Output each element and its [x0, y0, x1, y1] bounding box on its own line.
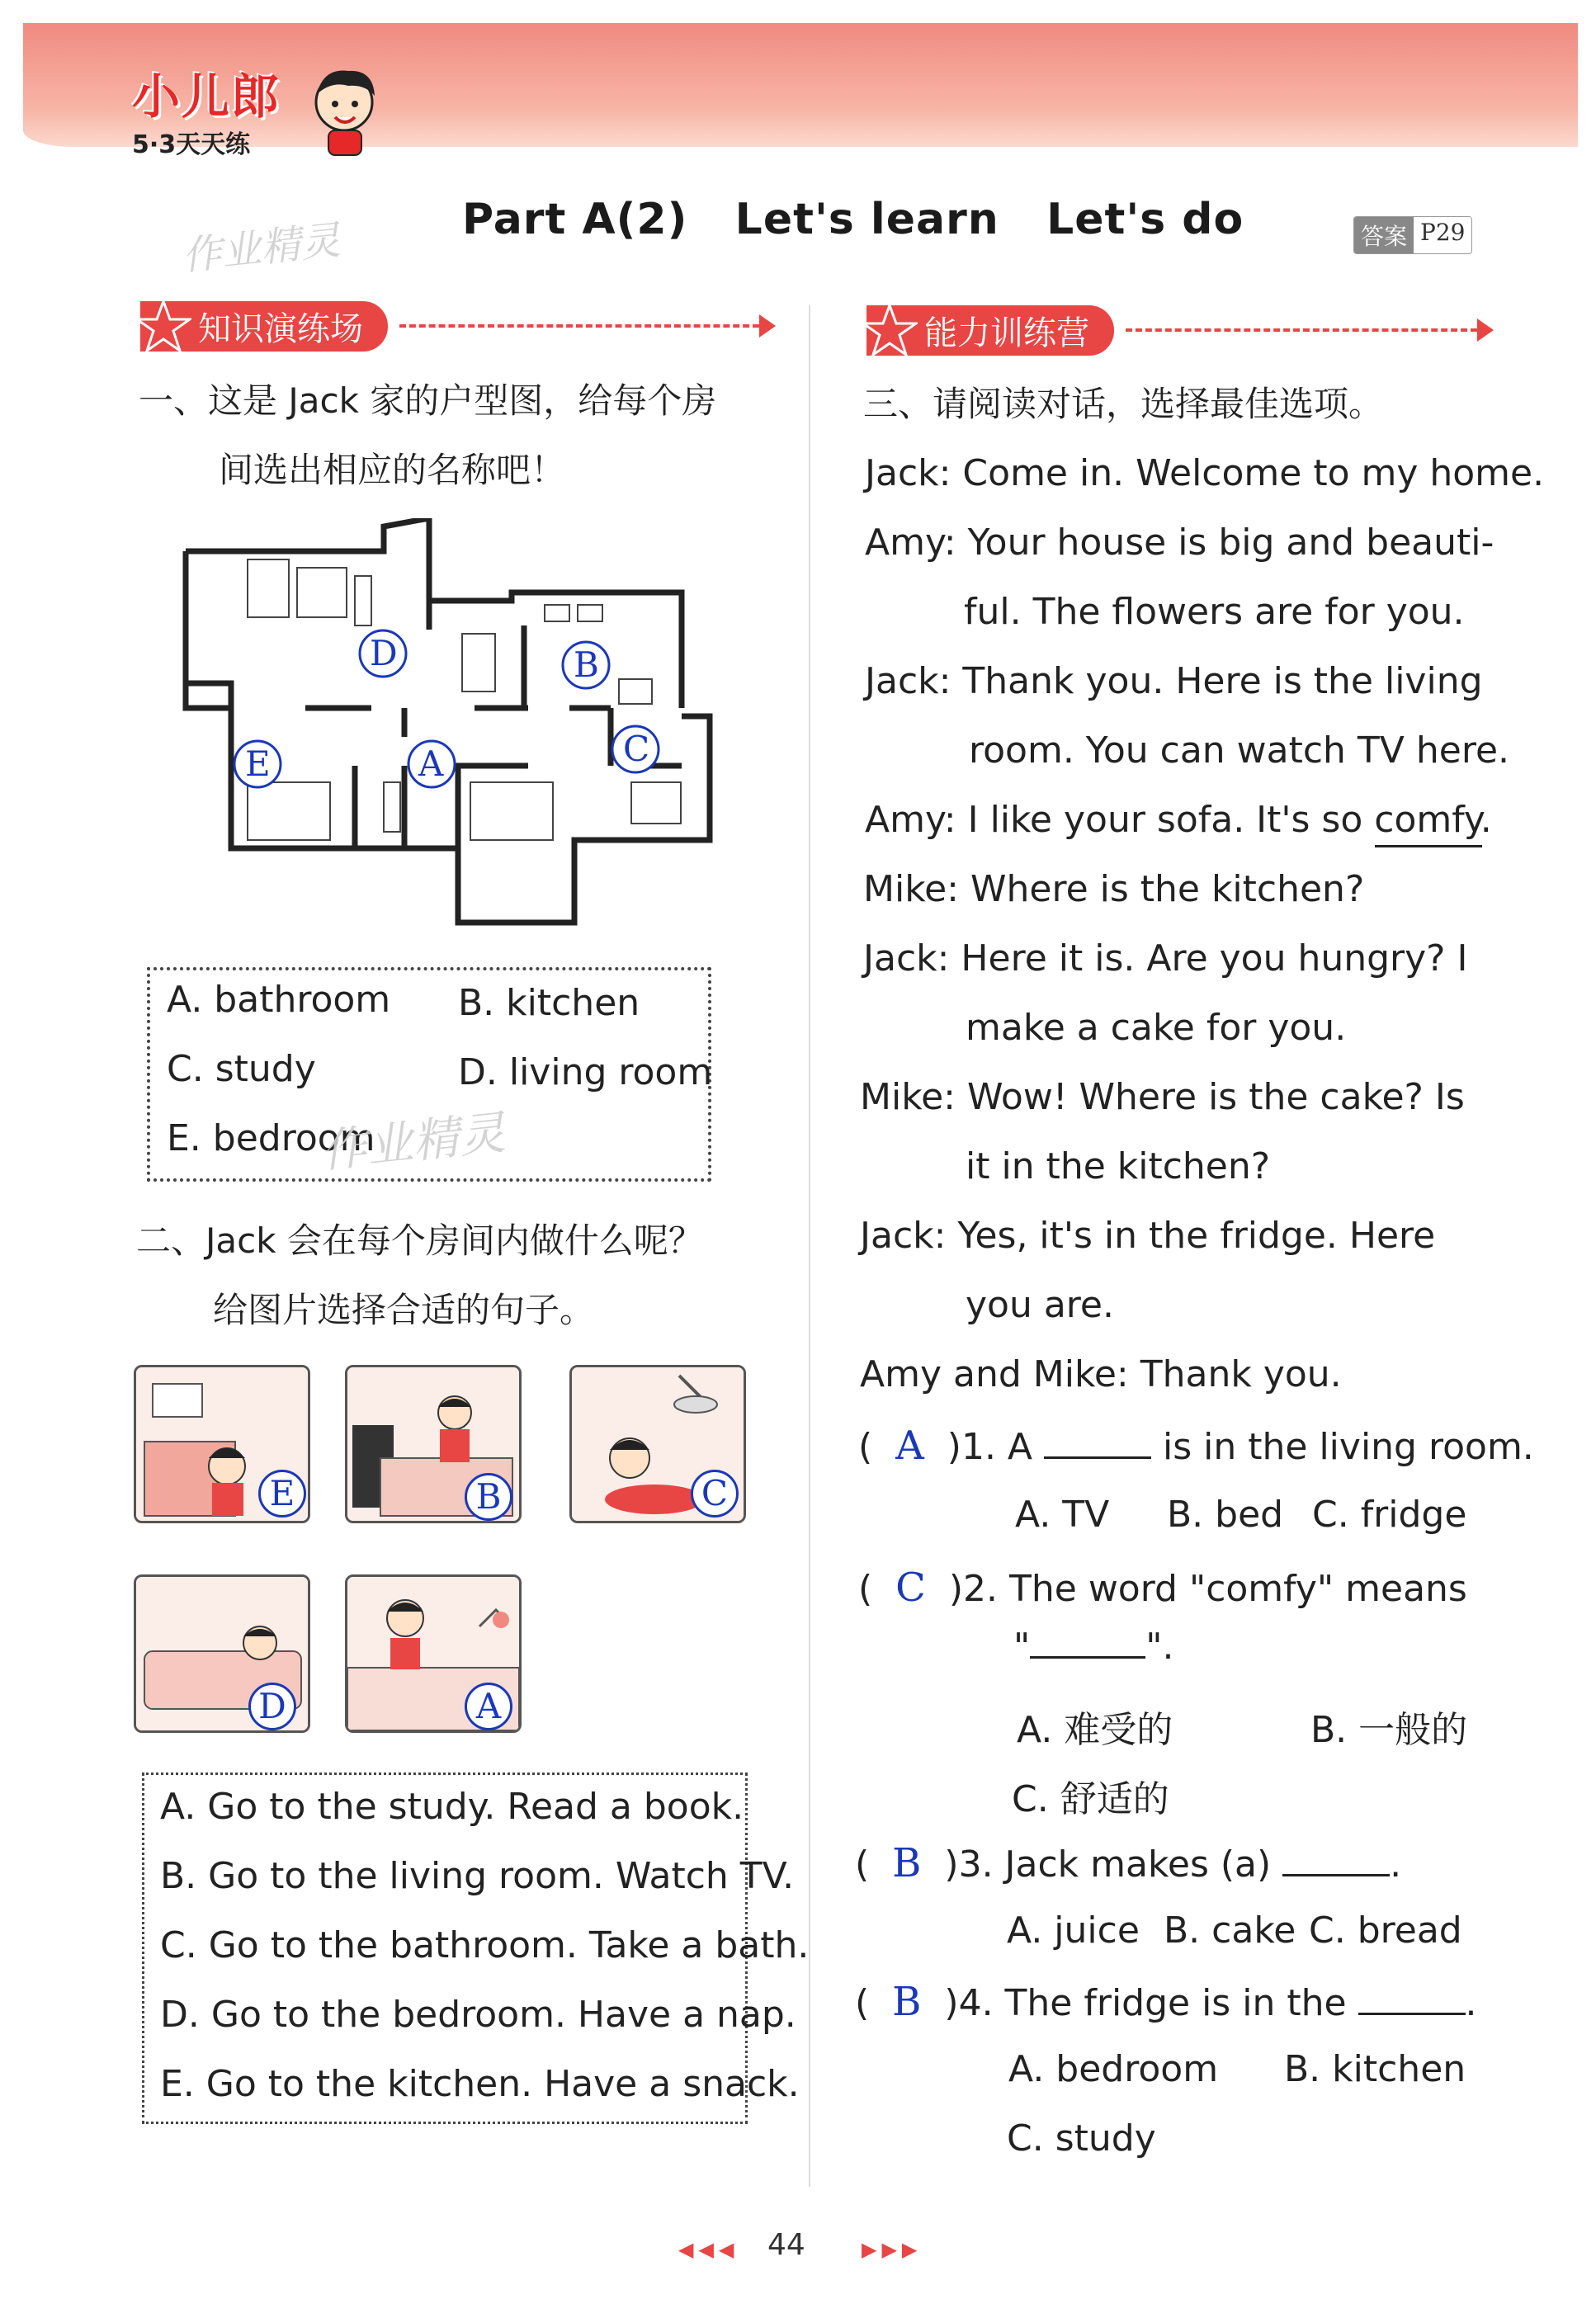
- q3-option: C. bread: [1309, 1909, 1462, 1952]
- q1-option: D. living room: [458, 1051, 713, 1093]
- dialog-line: Jack: Here it is. Are you hungry? I: [863, 937, 1468, 979]
- answer-tag-page: P29: [1414, 217, 1471, 253]
- answer-letter: C: [895, 1565, 926, 1611]
- plan-label-a: A: [418, 743, 444, 784]
- logo-sub-text: 5·3天天练: [132, 130, 251, 159]
- answer-circle: C: [691, 1470, 739, 1518]
- picture-bathroom: [569, 1365, 746, 1523]
- q2-prompt-line1: 二、Jack 会在每个房间内做什么呢？: [136, 1220, 703, 1261]
- q1-prompt-line2: 间选出相应的名称吧！: [219, 450, 566, 490]
- arrow-right-icon: [1477, 319, 1494, 342]
- watermark-text: 作业精灵: [180, 217, 342, 280]
- q2-sentence: D. Go to the bedroom. Have a nap.: [160, 1994, 796, 2036]
- q1-option: E. bedroom: [167, 1117, 375, 1159]
- section-divider: [1126, 328, 1477, 332]
- dialog-line: you are.: [966, 1284, 1114, 1326]
- q3-instruction: 三、请阅读对话，选择最佳选项。: [863, 384, 1384, 424]
- q3-option: A. juice: [1007, 1909, 1140, 1952]
- q2-sentence: B. Go to the living room. Watch TV.: [160, 1855, 795, 1897]
- section-header-knowledge: [140, 301, 776, 351]
- answer-circle: E: [258, 1470, 306, 1518]
- dialog-line: Amy and Mike: Thank you.: [860, 1353, 1342, 1395]
- q4-option: B. kitchen: [1284, 2048, 1466, 2090]
- blank-line: [1030, 1656, 1145, 1659]
- q4-option: A. bedroom: [1008, 2048, 1219, 2090]
- brand-logo: [132, 58, 281, 160]
- answer-circle: D: [248, 1683, 296, 1730]
- q1-option: C. fridge: [1312, 1494, 1467, 1536]
- q2-sentence: A. Go to the study. Read a book.: [160, 1786, 744, 1828]
- picture-bedroom: [134, 1574, 310, 1733]
- section-divider: [399, 324, 759, 328]
- q1-option: C. study: [167, 1048, 316, 1090]
- star-badge-icon: [862, 304, 918, 356]
- picture-study: [345, 1574, 522, 1733]
- q1-option: B. kitchen: [458, 982, 640, 1024]
- blank-line: [1358, 2013, 1466, 2015]
- answer-circle: A: [465, 1683, 512, 1730]
- question-4: ( B )4. The fridge is in the .: [855, 1979, 1477, 2025]
- q2-sentence: C. Go to the bathroom. Take a bath.: [160, 1924, 810, 1966]
- dialog-line: make a cake for you.: [966, 1007, 1347, 1049]
- q2-option: C. 舒适的: [1012, 1778, 1169, 1820]
- section-title: 知识演练场: [198, 309, 363, 348]
- answer-letter: A: [895, 1423, 924, 1469]
- dialog-line: Jack: Thank you. Here is the living: [865, 660, 1483, 702]
- picture-living-room: [345, 1365, 522, 1523]
- plan-label-d: D: [370, 633, 398, 673]
- answer-page-tag[interactable]: [1353, 216, 1472, 254]
- dialog-line: Mike: Where is the kitchen?: [863, 868, 1365, 910]
- answer-letter: B: [892, 1840, 922, 1886]
- dialog-line: Amy: Your house is big and beauti-: [865, 522, 1494, 564]
- answer-letter: B: [892, 1979, 922, 2025]
- section-header-ability: [866, 305, 1494, 355]
- dialog-line: Jack: Yes, it's in the fridge. Here: [860, 1215, 1436, 1257]
- q2-prompt-line2: 给图片选择合适的句子。: [213, 1290, 595, 1330]
- arrow-right-icon: [759, 314, 776, 338]
- dialog-line: Jack: Come in. Welcome to my home.: [865, 452, 1545, 494]
- q1-option: A. bathroom: [167, 979, 391, 1021]
- q4-option: C. study: [1007, 2117, 1156, 2160]
- section-title: 能力训练营: [924, 314, 1089, 352]
- q1-prompt-line1: 一、这是 Jack 家的户型图，给每个房: [139, 380, 717, 421]
- plan-label-c: C: [623, 729, 650, 769]
- dialog-line: Mike: Wow! Where is the cake? Is: [860, 1076, 1465, 1118]
- mascot-icon: [299, 61, 390, 160]
- question-2: ( C )2. The word "comfy" means: [858, 1565, 1467, 1611]
- underline-comfy: [1375, 845, 1482, 847]
- question-1: ( A )1. A is in the living room.: [858, 1423, 1534, 1469]
- page-number: 44: [767, 2228, 805, 2262]
- dialog-line: Amy: I like your sofa. It's so comfy.: [865, 799, 1492, 841]
- blank-line: [1044, 1456, 1151, 1459]
- plan-label-b: B: [574, 644, 599, 685]
- q2-sentence: E. Go to the kitchen. Have a snack.: [160, 2063, 800, 2105]
- prev-page-icon[interactable]: ◀◀◀: [678, 2238, 739, 2261]
- floor-plan-diagram: [182, 518, 726, 931]
- q1-option: B. bed: [1167, 1494, 1284, 1536]
- next-page-icon[interactable]: ▶▶▶: [862, 2238, 923, 2261]
- plan-label-e: E: [245, 743, 271, 784]
- q3-option: B. cake: [1164, 1909, 1296, 1952]
- blank-line: [1282, 1874, 1390, 1876]
- page-title: Part A(2) Let's learn Let's do: [462, 195, 1244, 244]
- question-3: ( B )3. Jack makes (a) .: [855, 1840, 1402, 1886]
- dialog-line: ful. The flowers are for you.: [964, 591, 1465, 633]
- dialog-line: room. You can watch TV here.: [969, 729, 1510, 772]
- answer-tag-label: 答案: [1354, 217, 1414, 253]
- watermark-text: 作业精灵: [318, 1106, 508, 1179]
- star-badge-icon: [135, 300, 191, 352]
- answer-circle: B: [465, 1473, 512, 1521]
- q2-option: B. 一般的: [1310, 1709, 1468, 1751]
- logo-main-text: 小儿郎: [132, 68, 281, 125]
- question-2-blank: " ".: [1013, 1626, 1174, 1668]
- dialog-line: it in the kitchen?: [966, 1145, 1271, 1187]
- q1-option: A. TV: [1015, 1494, 1110, 1536]
- q2-option: A. 难受的: [1017, 1709, 1173, 1751]
- column-divider: [809, 305, 810, 2187]
- picture-kitchen: [134, 1365, 310, 1523]
